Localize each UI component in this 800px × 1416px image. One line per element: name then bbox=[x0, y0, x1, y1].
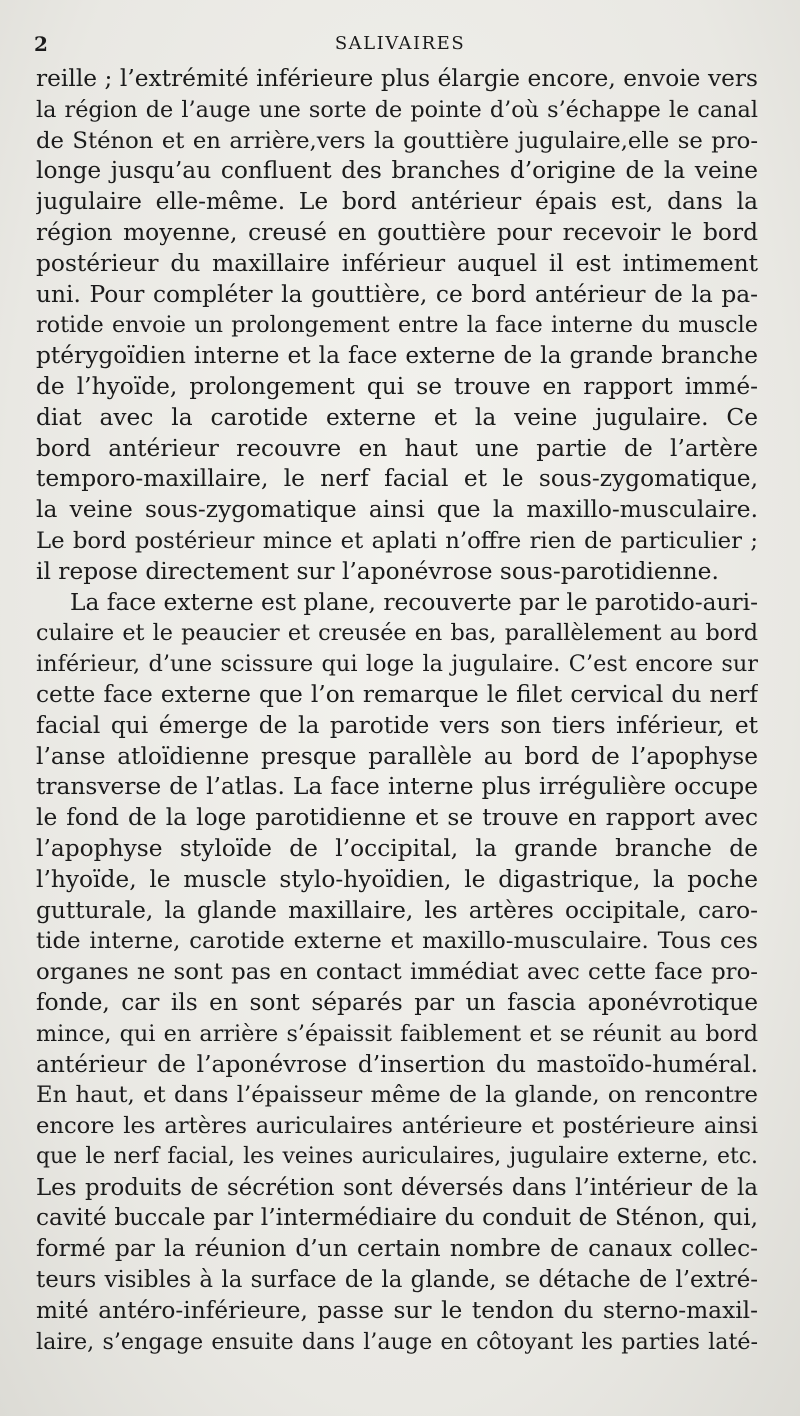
text-line: organes ne sont pas en contact immédiat avec cette face pro- bbox=[36, 959, 758, 986]
text-line: longe jusqu’au confluent des branches d’origine de la veine bbox=[36, 157, 758, 185]
text-line: transverse de l’atlas. La face interne plus irrégulière occupe bbox=[36, 773, 758, 801]
text-line: uni. Pour compléter la gouttière, ce bord antérieur de la pa- bbox=[36, 280, 758, 308]
text-line: temporo-maxillaire, le nerf facial et le sous-zygomatique, bbox=[36, 465, 758, 493]
text-line: encore les artères auriculaires antérieure et postérieure ainsi bbox=[36, 1113, 758, 1140]
text-line: l’apophyse styloïde de l’occipital, la grande branche de bbox=[36, 834, 758, 862]
text-line: fonde, car ils en sont séparés par un fascia aponévrotique bbox=[36, 988, 758, 1016]
text-line: formé par la réunion d’un certain nombre de canaux collec- bbox=[36, 1235, 758, 1263]
text-line: la veine sous-zygomatique ainsi que la maxillo-musculaire. bbox=[36, 496, 758, 524]
paragraph-start-line: La face externe est plane, recouverte par le parotido-auri- bbox=[70, 588, 758, 616]
running-head: SALIVAIRES bbox=[334, 33, 466, 54]
text-line: mince, qui en arrière s’épaissit faiblement et se réunit au bord bbox=[36, 1020, 758, 1047]
text-line: laire, s’engage ensuite dans l’auge en côtoyant les parties laté- bbox=[36, 1328, 758, 1355]
body-text bbox=[36, 64, 758, 1357]
text-line: ptérygoïdien interne et la face externe de la grande branche bbox=[36, 342, 758, 370]
text-line: bord antérieur recouvre en haut une partie de l’artère bbox=[36, 434, 758, 462]
text-line: de l’hyoïde, prolongement qui se trouve en rapport immé- bbox=[36, 372, 758, 400]
text-line: reille ; l’extrémité inférieure plus élargie encore, envoie vers bbox=[36, 65, 758, 92]
text-line: mité antéro-inférieure, passe sur le tendon du sterno-maxil- bbox=[36, 1296, 758, 1324]
text-line: postérieur du maxillaire inférieur auquel il est intimement bbox=[36, 249, 758, 277]
text-line: Le bord postérieur mince et aplati n’offre rien de particulier ; bbox=[36, 527, 758, 554]
text-line: l’hyoïde, le muscle stylo-hyoïdien, le digastrique, la poche bbox=[36, 865, 758, 893]
paragraph-end-line: il repose directement sur l’aponévrose sous-parotidienne. bbox=[36, 557, 719, 585]
text-line: cavité buccale par l’intermédiaire du conduit de Sténon, qui, bbox=[36, 1204, 758, 1232]
text-line: le fond de la loge parotidienne et se trouve en rapport avec bbox=[36, 804, 758, 832]
text-line: culaire et le peaucier et creusée en bas, parallèlement au bord bbox=[36, 620, 758, 647]
text-line: l’anse atloïdienne presque parallèle au bord de l’apophyse bbox=[36, 742, 758, 770]
text-line: de Sténon et en arrière,vers la gouttière jugulaire,elle se pro- bbox=[36, 127, 758, 154]
text-line: facial qui émerge de la parotide vers son tiers inférieur, et bbox=[36, 711, 758, 739]
text-line: région moyenne, creusé en gouttière pour recevoir le bord bbox=[36, 218, 758, 246]
text-line: cette face externe que l’on remarque le filet cervical du nerf bbox=[36, 680, 758, 708]
text-line: gutturale, la glande maxillaire, les artères occipitale, caro- bbox=[36, 896, 758, 924]
text-line: rotide envoie un prolongement entre la face interne du muscle bbox=[36, 312, 758, 339]
text-line: inférieur, d’une scissure qui loge la jugulaire. C’est encore sur bbox=[36, 651, 758, 678]
text-line: la région de l’auge une sorte de pointe d’où s’échappe le canal bbox=[36, 96, 758, 123]
text-line: teurs visibles à la surface de la glande, se détache de l’extré- bbox=[36, 1267, 758, 1294]
text-line: Les produits de sécrétion sont déversés dans l’intérieur de la bbox=[36, 1174, 758, 1201]
text-line: antérieur de l’aponévrose d’insertion du mastoïdo-huméral. bbox=[36, 1050, 758, 1078]
page-header bbox=[34, 28, 766, 62]
page-number: 2 bbox=[34, 32, 48, 56]
text-line: que le nerf facial, les veines auriculaires, jugulaire externe, etc. bbox=[36, 1143, 758, 1169]
text-line: jugulaire elle-même. Le bord antérieur épais est, dans la bbox=[36, 188, 758, 216]
text-line: En haut, et dans l’épaisseur même de la glande, on rencontre bbox=[36, 1082, 758, 1109]
text-line: diat avec la carotide externe et la veine jugulaire. Ce bbox=[36, 403, 758, 431]
text-line: tide interne, carotide externe et maxillo-musculaire. Tous ces bbox=[36, 928, 758, 955]
